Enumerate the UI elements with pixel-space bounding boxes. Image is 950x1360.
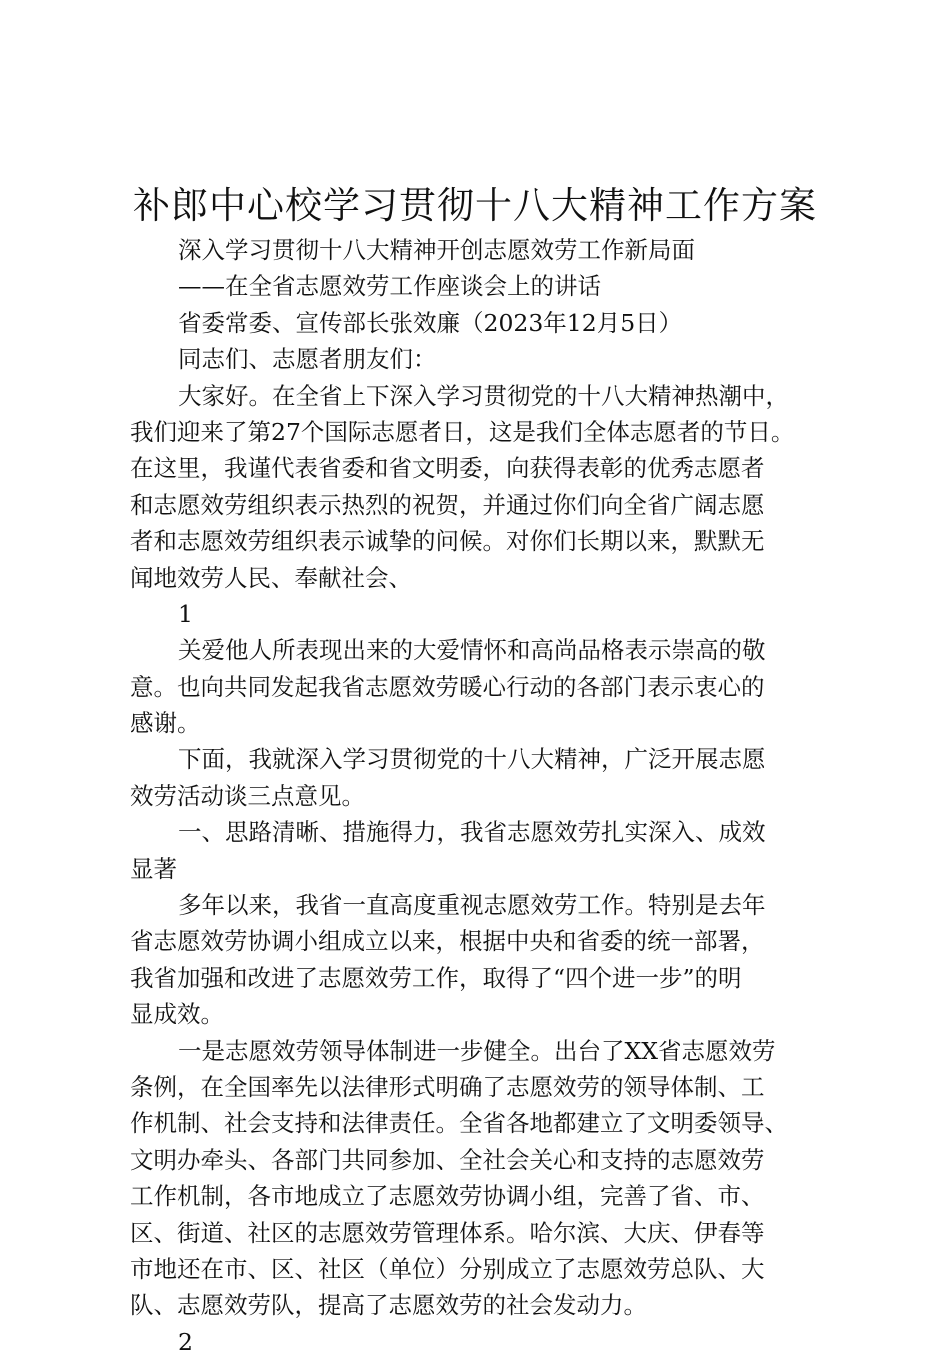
document-body [130, 232, 830, 1360]
body-line: 文明办牵头、各部门共同参加、全社会关心和支持的志愿效劳 [130, 1145, 765, 1174]
body-line: 者和志愿效劳组织表示诚挚的问候。对你们长期以来，默默无 [130, 527, 765, 556]
document-title: 补郎中心校学习贯彻十八大精神工作方案 [133, 184, 817, 227]
body-line: 工作机制，各市地成立了志愿效劳协调小组，完善了省、市、 [130, 1182, 765, 1211]
body-line: 和志愿效劳组织表示热烈的祝贺，并通过你们向全省广阔志愿 [130, 490, 765, 519]
body-line: 一是志愿效劳领导体制进一步健全。出台了XX省志愿效劳 [178, 1036, 776, 1065]
body-line: 深入学习贯彻十八大精神开创志愿效劳工作新局面 [178, 236, 695, 264]
body-line: ——在全省志愿效劳工作座谈会上的讲话 [178, 272, 601, 301]
body-line: 闻地效劳人民、奉献社会、 [130, 563, 412, 592]
body-line: 作机制、社会支持和法律责任。全省各地都建立了文明委领导、 [130, 1109, 788, 1138]
body-line: 显著 [130, 854, 177, 883]
page-number: 2 [178, 1327, 193, 1356]
body-line: 多年以来，我省一直高度重视志愿效劳工作。特别是去年 [178, 891, 766, 920]
body-line: 区、街道、社区的志愿效劳管理体系。哈尔滨、大庆、伊春等 [130, 1218, 765, 1247]
body-line: 感谢。 [130, 709, 201, 738]
body-line: 意。也向共同发起我省志愿效劳暖心行动的各部门表示衷心的 [130, 672, 765, 701]
body-line: 大家好。在全省上下深入学习贯彻党的十八大精神热潮中， [178, 381, 789, 410]
body-line: 关爱他人所表现出来的大爱情怀和高尚品格表示崇高的敬 [178, 636, 766, 665]
page-number: 1 [178, 599, 193, 628]
body-line: 省委常委、宣传部长张效廉（2023年12月5日） [178, 308, 683, 337]
body-line: 条例，在全国率先以法律形式明确了志愿效劳的领导体制、工 [130, 1072, 765, 1101]
body-line: 我们迎来了第27个国际志愿者日，这是我们全体志愿者的节日。 [130, 417, 795, 446]
body-line: 同志们、志愿者朋友们： [178, 345, 437, 374]
body-line: 下面，我就深入学习贯彻党的十八大精神，广泛开展志愿 [178, 745, 766, 774]
body-line: 市地还在市、区、社区（单位）分别成立了志愿效劳总队、大 [130, 1254, 765, 1283]
body-line: 显成效。 [130, 1000, 224, 1029]
body-line: 效劳活动谈三点意见。 [130, 781, 365, 810]
body-line: 队、志愿效劳队，提高了志愿效劳的社会发动力。 [130, 1291, 647, 1320]
body-line: 我省加强和改进了志愿效劳工作，取得了“四个进一步”的明 [130, 963, 742, 992]
body-line: 一、思路清晰、措施得力，我省志愿效劳扎实深入、成效 [178, 818, 766, 847]
body-line: 在这里，我谨代表省委和省文明委，向获得表彰的优秀志愿者 [130, 454, 765, 483]
body-line: 省志愿效劳协调小组成立以来，根据中央和省委的统一部署， [130, 927, 765, 956]
